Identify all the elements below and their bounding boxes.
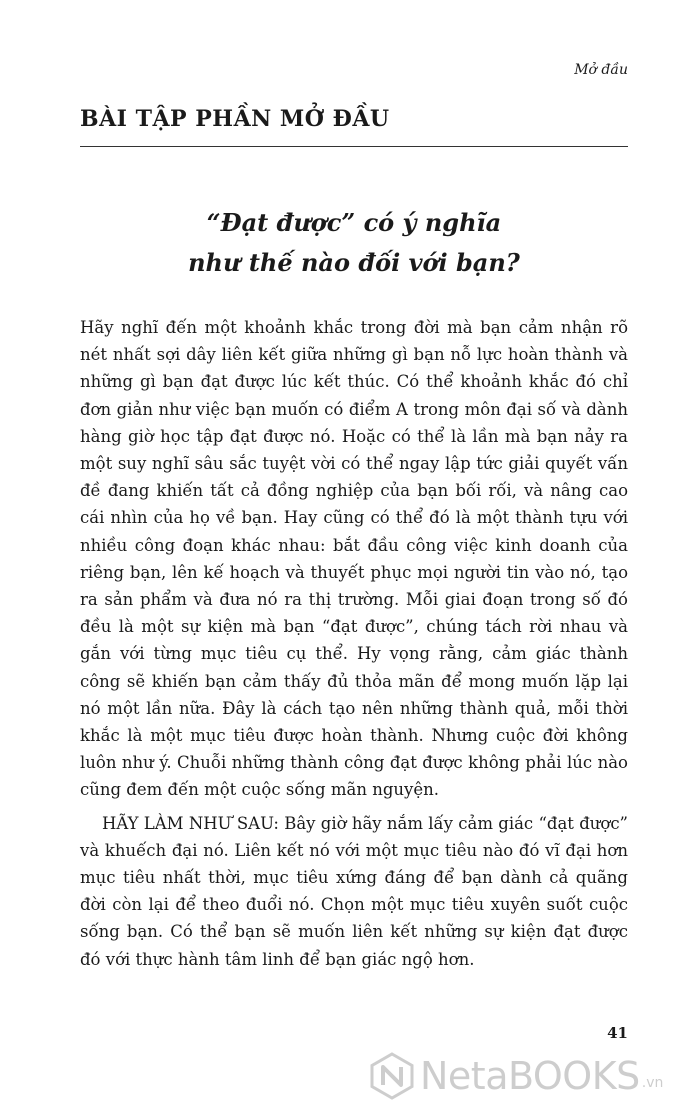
body-text bbox=[80, 314, 628, 973]
paragraph-1: Hãy nghĩ đến một khoảnh khắc trong đời mà bạn cảm nhận rõ nét nhất sợi dây liên kết giữa những gì bạn nỗ lực hoàn thành và những gì bạn đạt được lúc kết thúc. Có thể khoảnh khắc đó chỉ đơn giản như việc bạn muốn có điểm A trong môn đại số và dành hàng giờ học tập đạt được nó. Hoặc có thể là lần mà bạn nảy ra một suy nghĩ sâu sắc tuyệt vời có thể ngay lập tức giải quyết vấn đề đang khiến tất cả đồng nghiệp của bạn bối rối, và nâng cao cái nhìn của họ về bạn. Hay cũng có thể đó là một thành tựu với nhiều công đoạn khác nhau: bắt đầu công việc kinh doanh của riêng bạn, lên kế hoạch và thuyết phục mọi người tin vào nó, tạo ra sản phẩm và đưa nó ra thị trường. Mỗi giai đoạn trong số đó đều là một sự kiện mà bạn “đạt được”, chúng tách rời nhau và gắn với từng mục tiêu cụ thể. Hy vọng rằng, cảm giác thành công sẽ khiến bạn cảm thấy đủ thỏa mãn để mong muốn lặp lại nó một lần nữa. Đây là cách tạo nên những thành quả, mỗi thời khắc là một mục tiêu được hoàn thành. Nhưng cuộc đời không luôn như ý. Chuỗi những thành công đạt được không phải lúc nào cũng đem đến một cuộc sống mãn nguyện. bbox=[80, 318, 628, 800]
title-divider bbox=[80, 146, 628, 147]
watermark bbox=[368, 1052, 663, 1100]
page-number: 41 bbox=[607, 1024, 628, 1042]
subtitle-line-2: như thế nào đối với bạn? bbox=[188, 248, 520, 277]
section-subtitle bbox=[80, 203, 628, 283]
watermark-suffix: .vn bbox=[641, 1075, 664, 1091]
subtitle-line-1: “Đạt được” có ý nghĩa bbox=[206, 208, 502, 237]
watermark-brand: NetaBOOKS bbox=[420, 1054, 640, 1098]
chapter-title: BÀI TẬP PHẦN MỞ ĐẦU bbox=[80, 106, 390, 132]
running-head: Mở đầu bbox=[574, 62, 628, 78]
netabooks-logo-icon bbox=[368, 1052, 416, 1100]
paragraph-2: HÃY LÀM NHƯ SAU: Bây giờ hãy nắm lấy cảm giác “đạt được” và khuếch đại nó. Liên kết nó với một mục tiêu nào đó vĩ đại hơn mục tiêu nhất thời, mục tiêu xứng đáng để bạn dành cả quãng đời còn lại để theo đuổi nó. Chọn một mục tiêu xuyên suốt cuộc sống bạn. Có thể bạn sẽ muốn liên kết những sự kiện đạt được đó với thực hành tâm linh để bạn giác ngộ hơn. bbox=[80, 813, 628, 969]
